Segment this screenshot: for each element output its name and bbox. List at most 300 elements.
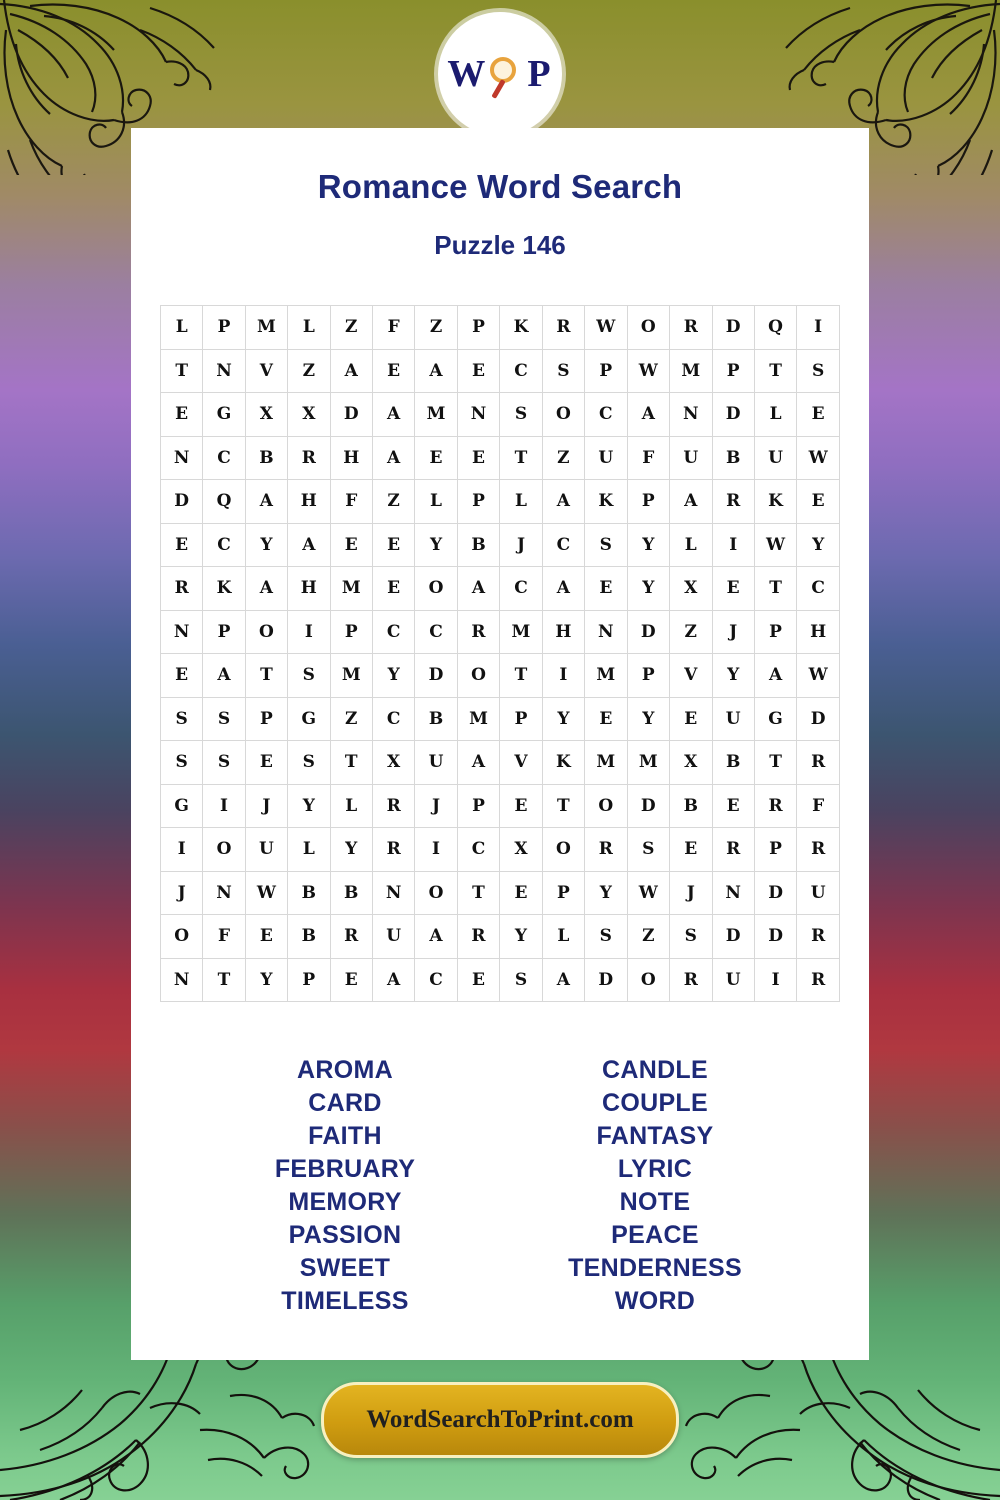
- grid-cell[interactable]: S: [203, 697, 245, 741]
- word-list-item[interactable]: FAITH: [308, 1122, 382, 1150]
- grid-cell[interactable]: D: [754, 915, 796, 959]
- grid-cell[interactable]: R: [754, 784, 796, 828]
- grid-cell[interactable]: H: [797, 610, 840, 654]
- grid-cell[interactable]: C: [500, 349, 542, 393]
- grid-cell[interactable]: D: [712, 393, 754, 437]
- grid-cell[interactable]: P: [754, 610, 796, 654]
- grid-cell[interactable]: N: [670, 393, 712, 437]
- grid-cell[interactable]: C: [797, 567, 840, 611]
- grid-cell[interactable]: A: [627, 393, 669, 437]
- grid-cell[interactable]: S: [585, 523, 627, 567]
- grid-cell[interactable]: S: [542, 349, 584, 393]
- grid-cell[interactable]: E: [161, 654, 203, 698]
- grid-cell[interactable]: A: [415, 349, 457, 393]
- grid-cell[interactable]: L: [288, 828, 330, 872]
- grid-cell[interactable]: W: [245, 871, 287, 915]
- grid-cell[interactable]: E: [797, 393, 840, 437]
- grid-cell[interactable]: B: [415, 697, 457, 741]
- grid-cell[interactable]: E: [712, 784, 754, 828]
- grid-cell[interactable]: R: [670, 306, 712, 350]
- grid-cell[interactable]: E: [797, 480, 840, 524]
- grid-cell[interactable]: C: [372, 697, 414, 741]
- grid-cell[interactable]: Y: [627, 567, 669, 611]
- grid-cell[interactable]: Y: [627, 697, 669, 741]
- word-list-column-right: [500, 1054, 810, 1318]
- grid-cell[interactable]: L: [415, 480, 457, 524]
- grid-cell[interactable]: C: [457, 828, 499, 872]
- grid-cell[interactable]: A: [245, 567, 287, 611]
- grid-cell[interactable]: R: [797, 828, 840, 872]
- grid-cell[interactable]: Z: [372, 480, 414, 524]
- grid-cell[interactable]: U: [797, 871, 840, 915]
- grid-cell[interactable]: C: [585, 393, 627, 437]
- grid-cell[interactable]: H: [288, 480, 330, 524]
- word-list-item[interactable]: PASSION: [288, 1221, 402, 1249]
- grid-cell[interactable]: Q: [203, 480, 245, 524]
- grid-cell[interactable]: Z: [542, 436, 584, 480]
- grid-cell[interactable]: W: [797, 654, 840, 698]
- grid-cell[interactable]: R: [797, 958, 840, 1002]
- grid-cell[interactable]: X: [372, 741, 414, 785]
- grid-cell[interactable]: A: [754, 654, 796, 698]
- grid-cell[interactable]: A: [372, 393, 414, 437]
- grid-cell[interactable]: X: [670, 567, 712, 611]
- grid-cell[interactable]: K: [542, 741, 584, 785]
- grid-cell[interactable]: A: [415, 915, 457, 959]
- grid-cell[interactable]: N: [712, 871, 754, 915]
- grid-cell[interactable]: S: [161, 697, 203, 741]
- grid-cell[interactable]: D: [797, 697, 840, 741]
- grid-cell[interactable]: R: [288, 436, 330, 480]
- grid-cell[interactable]: V: [500, 741, 542, 785]
- grid-cell[interactable]: Y: [288, 784, 330, 828]
- grid-cell[interactable]: N: [161, 610, 203, 654]
- grid-cell[interactable]: O: [161, 915, 203, 959]
- grid-cell[interactable]: S: [627, 828, 669, 872]
- grid-cell[interactable]: U: [372, 915, 414, 959]
- word-list-item[interactable]: LYRIC: [617, 1155, 693, 1183]
- grid-cell[interactable]: E: [457, 436, 499, 480]
- grid-cell[interactable]: G: [161, 784, 203, 828]
- letter-grid: [160, 305, 840, 1002]
- grid-cell[interactable]: C: [415, 958, 457, 1002]
- grid-cell[interactable]: I: [161, 828, 203, 872]
- grid-cell[interactable]: B: [712, 436, 754, 480]
- grid-cell[interactable]: T: [754, 567, 796, 611]
- grid-cell[interactable]: T: [500, 654, 542, 698]
- grid-cell[interactable]: Y: [330, 828, 372, 872]
- grid-cell[interactable]: O: [542, 393, 584, 437]
- grid-cell[interactable]: I: [203, 784, 245, 828]
- grid-cell[interactable]: G: [754, 697, 796, 741]
- grid-cell[interactable]: D: [712, 306, 754, 350]
- grid-cell[interactable]: Y: [372, 654, 414, 698]
- grid-cell[interactable]: R: [457, 610, 499, 654]
- grid-cell[interactable]: R: [330, 915, 372, 959]
- grid-cell[interactable]: W: [627, 349, 669, 393]
- grid-cell[interactable]: T: [754, 349, 796, 393]
- grid-cell[interactable]: L: [670, 523, 712, 567]
- grid-cell[interactable]: O: [585, 784, 627, 828]
- grid-cell[interactable]: B: [330, 871, 372, 915]
- logo-letter-w: W: [447, 53, 488, 95]
- grid-row: [161, 393, 840, 437]
- grid-cell[interactable]: W: [754, 523, 796, 567]
- grid-cell[interactable]: B: [245, 436, 287, 480]
- page-title: Romance Word Search: [317, 168, 683, 205]
- grid-cell[interactable]: D: [754, 871, 796, 915]
- grid-cell[interactable]: R: [372, 784, 414, 828]
- grid-row: [161, 958, 840, 1002]
- grid-cell[interactable]: S: [500, 958, 542, 1002]
- grid-cell[interactable]: E: [457, 349, 499, 393]
- grid-cell[interactable]: R: [161, 567, 203, 611]
- grid-cell[interactable]: R: [712, 480, 754, 524]
- letter-grid-table: [160, 305, 840, 1002]
- grid-cell[interactable]: P: [500, 697, 542, 741]
- grid-cell[interactable]: P: [457, 784, 499, 828]
- grid-cell[interactable]: J: [712, 610, 754, 654]
- grid-cell[interactable]: S: [288, 741, 330, 785]
- grid-cell[interactable]: O: [245, 610, 287, 654]
- grid-cell[interactable]: R: [542, 306, 584, 350]
- grid-cell[interactable]: I: [542, 654, 584, 698]
- grid-cell[interactable]: V: [245, 349, 287, 393]
- grid-cell[interactable]: M: [670, 349, 712, 393]
- grid-cell[interactable]: R: [457, 915, 499, 959]
- word-list-item[interactable]: TIMELESS: [281, 1287, 409, 1315]
- grid-cell[interactable]: F: [372, 306, 414, 350]
- grid-cell[interactable]: D: [627, 784, 669, 828]
- word-list-item[interactable]: CARD: [308, 1089, 382, 1117]
- grid-cell[interactable]: Y: [585, 871, 627, 915]
- word-list-item[interactable]: TENDERNESS: [568, 1254, 742, 1282]
- grid-cell[interactable]: D: [585, 958, 627, 1002]
- grid-cell[interactable]: D: [161, 480, 203, 524]
- grid-row: [161, 480, 840, 524]
- grid-cell[interactable]: R: [797, 915, 840, 959]
- grid-cell[interactable]: P: [542, 871, 584, 915]
- puzzle-number: Puzzle 146: [434, 230, 566, 260]
- grid-cell[interactable]: Y: [712, 654, 754, 698]
- grid-cell[interactable]: X: [670, 741, 712, 785]
- grid-cell[interactable]: P: [288, 958, 330, 1002]
- grid-cell[interactable]: A: [670, 480, 712, 524]
- grid-cell[interactable]: F: [330, 480, 372, 524]
- grid-cell[interactable]: E: [245, 741, 287, 785]
- grid-cell[interactable]: E: [585, 697, 627, 741]
- grid-cell[interactable]: P: [627, 480, 669, 524]
- grid-cell[interactable]: R: [712, 828, 754, 872]
- grid-cell[interactable]: G: [203, 393, 245, 437]
- grid-cell[interactable]: E: [372, 349, 414, 393]
- word-list-item[interactable]: WORD: [614, 1287, 696, 1315]
- grid-cell[interactable]: X: [245, 393, 287, 437]
- grid-cell[interactable]: U: [585, 436, 627, 480]
- grid-cell[interactable]: J: [245, 784, 287, 828]
- grid-cell[interactable]: H: [288, 567, 330, 611]
- grid-cell[interactable]: E: [457, 958, 499, 1002]
- grid-cell[interactable]: L: [161, 306, 203, 350]
- grid-cell[interactable]: E: [500, 784, 542, 828]
- grid-cell[interactable]: Y: [415, 523, 457, 567]
- grid-cell[interactable]: L: [288, 306, 330, 350]
- grid-cell[interactable]: Z: [330, 697, 372, 741]
- grid-cell[interactable]: I: [415, 828, 457, 872]
- grid-cell[interactable]: E: [415, 436, 457, 480]
- grid-cell[interactable]: E: [585, 567, 627, 611]
- grid-cell[interactable]: J: [161, 871, 203, 915]
- grid-cell[interactable]: T: [203, 958, 245, 1002]
- grid-cell[interactable]: B: [457, 523, 499, 567]
- grid-cell[interactable]: F: [203, 915, 245, 959]
- grid-row: [161, 654, 840, 698]
- grid-cell[interactable]: P: [203, 610, 245, 654]
- grid-cell[interactable]: A: [203, 654, 245, 698]
- grid-cell[interactable]: I: [288, 610, 330, 654]
- grid-cell[interactable]: N: [585, 610, 627, 654]
- grid-cell[interactable]: U: [712, 697, 754, 741]
- grid-cell[interactable]: I: [754, 958, 796, 1002]
- grid-cell[interactable]: U: [712, 958, 754, 1002]
- grid-cell[interactable]: M: [500, 610, 542, 654]
- grid-cell[interactable]: M: [457, 697, 499, 741]
- grid-row: [161, 610, 840, 654]
- grid-cell[interactable]: M: [585, 654, 627, 698]
- word-list-item[interactable]: MEMORY: [288, 1188, 402, 1216]
- grid-cell[interactable]: E: [500, 871, 542, 915]
- grid-cell[interactable]: B: [288, 915, 330, 959]
- grid-cell[interactable]: K: [585, 480, 627, 524]
- grid-cell[interactable]: T: [754, 741, 796, 785]
- grid-cell[interactable]: D: [415, 654, 457, 698]
- grid-cell[interactable]: E: [712, 567, 754, 611]
- grid-row: [161, 567, 840, 611]
- grid-cell[interactable]: O: [627, 306, 669, 350]
- grid-cell[interactable]: E: [372, 523, 414, 567]
- grid-row: [161, 784, 840, 828]
- grid-cell[interactable]: X: [288, 393, 330, 437]
- grid-cell[interactable]: A: [457, 567, 499, 611]
- grid-cell[interactable]: A: [542, 567, 584, 611]
- grid-cell[interactable]: J: [500, 523, 542, 567]
- grid-cell[interactable]: Z: [288, 349, 330, 393]
- grid-cell[interactable]: D: [330, 393, 372, 437]
- grid-cell[interactable]: Y: [627, 523, 669, 567]
- grid-cell[interactable]: A: [330, 349, 372, 393]
- grid-cell[interactable]: M: [585, 741, 627, 785]
- grid-cell[interactable]: M: [330, 654, 372, 698]
- grid-cell[interactable]: M: [627, 741, 669, 785]
- grid-cell[interactable]: U: [415, 741, 457, 785]
- grid-cell[interactable]: E: [330, 523, 372, 567]
- grid-cell[interactable]: K: [500, 306, 542, 350]
- grid-cell[interactable]: I: [797, 306, 840, 350]
- grid-cell[interactable]: E: [670, 697, 712, 741]
- grid-cell[interactable]: D: [627, 610, 669, 654]
- grid-cell[interactable]: C: [415, 610, 457, 654]
- grid-cell[interactable]: A: [288, 523, 330, 567]
- grid-cell[interactable]: M: [245, 306, 287, 350]
- grid-cell[interactable]: H: [330, 436, 372, 480]
- grid-cell[interactable]: I: [712, 523, 754, 567]
- grid-cell[interactable]: P: [457, 306, 499, 350]
- grid-row: [161, 828, 840, 872]
- grid-cell[interactable]: L: [754, 393, 796, 437]
- grid-cell[interactable]: Z: [330, 306, 372, 350]
- grid-cell[interactable]: N: [203, 349, 245, 393]
- grid-cell[interactable]: A: [372, 958, 414, 1002]
- grid-cell[interactable]: E: [372, 567, 414, 611]
- website-label: WordSearchToPrint.com: [366, 1406, 634, 1433]
- grid-cell[interactable]: E: [330, 958, 372, 1002]
- grid-cell[interactable]: U: [754, 436, 796, 480]
- grid-cell[interactable]: S: [670, 915, 712, 959]
- grid-cell[interactable]: V: [670, 654, 712, 698]
- grid-cell[interactable]: B: [712, 741, 754, 785]
- word-list-item[interactable]: FEBRUARY: [274, 1155, 416, 1183]
- word-list-item[interactable]: AROMA: [297, 1056, 393, 1084]
- grid-cell[interactable]: A: [372, 436, 414, 480]
- grid-cell[interactable]: M: [415, 393, 457, 437]
- grid-cell[interactable]: S: [585, 915, 627, 959]
- grid-cell[interactable]: M: [330, 567, 372, 611]
- grid-row: [161, 915, 840, 959]
- grid-cell[interactable]: S: [288, 654, 330, 698]
- grid-cell[interactable]: Z: [627, 915, 669, 959]
- grid-cell[interactable]: O: [415, 567, 457, 611]
- word-list-item[interactable]: NOTE: [619, 1188, 691, 1216]
- grid-row: [161, 871, 840, 915]
- word-list-item[interactable]: SWEET: [299, 1254, 391, 1282]
- grid-cell[interactable]: T: [542, 784, 584, 828]
- grid-cell[interactable]: P: [245, 697, 287, 741]
- grid-cell[interactable]: N: [372, 871, 414, 915]
- grid-cell[interactable]: F: [627, 436, 669, 480]
- grid-cell[interactable]: D: [712, 915, 754, 959]
- puzzle-sheet: [131, 128, 869, 1360]
- grid-cell[interactable]: L: [542, 915, 584, 959]
- grid-cell[interactable]: Z: [670, 610, 712, 654]
- grid-cell[interactable]: K: [203, 567, 245, 611]
- grid-cell[interactable]: T: [161, 349, 203, 393]
- grid-cell[interactable]: C: [372, 610, 414, 654]
- word-list: [190, 1054, 810, 1318]
- word-list-item[interactable]: PEACE: [611, 1221, 699, 1249]
- grid-cell[interactable]: O: [415, 871, 457, 915]
- grid-cell[interactable]: X: [500, 828, 542, 872]
- grid-cell[interactable]: S: [797, 349, 840, 393]
- grid-cell[interactable]: N: [203, 871, 245, 915]
- grid-cell[interactable]: W: [627, 871, 669, 915]
- grid-cell[interactable]: P: [712, 349, 754, 393]
- grid-cell[interactable]: C: [203, 523, 245, 567]
- grid-cell[interactable]: A: [457, 741, 499, 785]
- grid-cell[interactable]: F: [797, 784, 840, 828]
- grid-cell[interactable]: T: [500, 436, 542, 480]
- grid-cell[interactable]: S: [500, 393, 542, 437]
- grid-cell[interactable]: T: [330, 741, 372, 785]
- grid-cell[interactable]: E: [161, 393, 203, 437]
- grid-cell[interactable]: J: [415, 784, 457, 828]
- grid-cell[interactable]: R: [585, 828, 627, 872]
- grid-cell[interactable]: R: [372, 828, 414, 872]
- grid-cell[interactable]: R: [670, 958, 712, 1002]
- grid-cell[interactable]: O: [627, 958, 669, 1002]
- grid-cell[interactable]: Y: [542, 697, 584, 741]
- grid-cell[interactable]: Y: [797, 523, 840, 567]
- grid-cell[interactable]: Q: [754, 306, 796, 350]
- grid-row: [161, 697, 840, 741]
- grid-cell[interactable]: P: [627, 654, 669, 698]
- grid-cell[interactable]: A: [542, 958, 584, 1002]
- grid-cell[interactable]: C: [542, 523, 584, 567]
- grid-row: [161, 349, 840, 393]
- grid-cell[interactable]: Y: [245, 523, 287, 567]
- grid-row: [161, 306, 840, 350]
- grid-cell[interactable]: L: [500, 480, 542, 524]
- grid-cell[interactable]: W: [585, 306, 627, 350]
- grid-cell[interactable]: A: [245, 480, 287, 524]
- grid-cell[interactable]: U: [245, 828, 287, 872]
- grid-cell[interactable]: P: [457, 480, 499, 524]
- grid-cell[interactable]: C: [203, 436, 245, 480]
- word-list-column-left: [190, 1054, 500, 1318]
- grid-cell[interactable]: G: [288, 697, 330, 741]
- grid-row: [161, 523, 840, 567]
- grid-row: [161, 436, 840, 480]
- grid-cell[interactable]: R: [797, 741, 840, 785]
- word-list-item[interactable]: FANTASY: [596, 1122, 714, 1150]
- grid-cell[interactable]: K: [754, 480, 796, 524]
- grid-cell[interactable]: W: [797, 436, 840, 480]
- grid-cell[interactable]: E: [670, 828, 712, 872]
- grid-cell[interactable]: O: [457, 654, 499, 698]
- site-logo: [438, 12, 562, 136]
- grid-cell[interactable]: P: [330, 610, 372, 654]
- grid-cell[interactable]: T: [457, 871, 499, 915]
- grid-cell[interactable]: B: [670, 784, 712, 828]
- grid-cell[interactable]: L: [330, 784, 372, 828]
- grid-cell[interactable]: T: [245, 654, 287, 698]
- grid-cell[interactable]: U: [670, 436, 712, 480]
- grid-cell[interactable]: C: [500, 567, 542, 611]
- grid-cell[interactable]: Y: [500, 915, 542, 959]
- grid-cell[interactable]: Z: [415, 306, 457, 350]
- grid-cell[interactable]: O: [542, 828, 584, 872]
- grid-cell[interactable]: E: [161, 523, 203, 567]
- grid-cell[interactable]: A: [542, 480, 584, 524]
- grid-cell[interactable]: J: [670, 871, 712, 915]
- grid-cell[interactable]: N: [161, 958, 203, 1002]
- word-list-item[interactable]: COUPLE: [602, 1089, 708, 1117]
- grid-cell[interactable]: N: [457, 393, 499, 437]
- grid-cell[interactable]: O: [203, 828, 245, 872]
- grid-cell[interactable]: N: [161, 436, 203, 480]
- word-list-item[interactable]: CANDLE: [602, 1056, 708, 1084]
- grid-cell[interactable]: P: [585, 349, 627, 393]
- grid-cell[interactable]: Y: [245, 958, 287, 1002]
- grid-cell[interactable]: P: [203, 306, 245, 350]
- grid-cell[interactable]: S: [203, 741, 245, 785]
- grid-cell[interactable]: E: [245, 915, 287, 959]
- grid-cell[interactable]: P: [754, 828, 796, 872]
- website-badge[interactable]: [321, 1382, 679, 1458]
- grid-cell[interactable]: S: [161, 741, 203, 785]
- grid-cell[interactable]: B: [288, 871, 330, 915]
- grid-cell[interactable]: H: [542, 610, 584, 654]
- magnifier-icon: [490, 57, 524, 91]
